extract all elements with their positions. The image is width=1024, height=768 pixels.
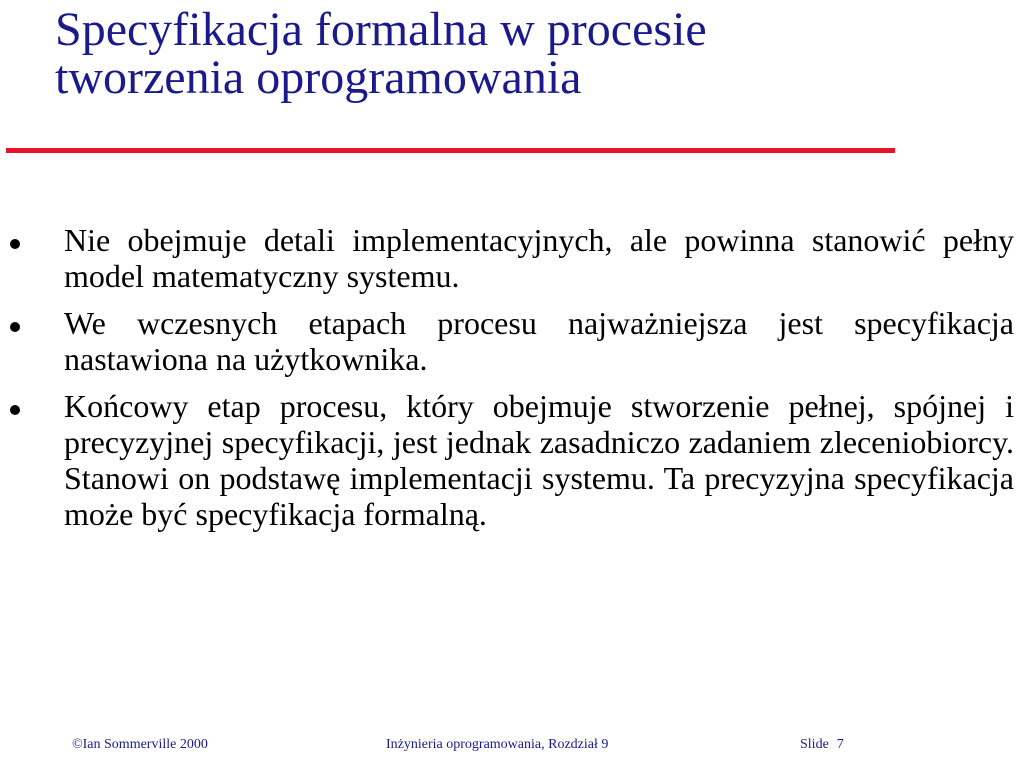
footer-slide-indicator	[800, 737, 844, 753]
bullet-item	[6, 305, 1014, 377]
bullet-text: Nie obejmuje detali implementacyjnych, ale powinna stanowić pełny model matematyczny systemu.	[64, 222, 1014, 294]
bullet-list	[6, 222, 1014, 543]
footer-copyright: ©Ian Sommerville 2000	[72, 737, 208, 752]
bullet-item	[6, 388, 1014, 532]
bullet-dot-icon	[10, 239, 20, 249]
bullet-text: We wczesnych etapach procesu najważniejsza jest specyfikacja nastawiona na użytkownika.	[64, 305, 1014, 377]
slide-label: Slide	[800, 737, 829, 752]
slide-title	[55, 3, 955, 104]
title-underline-rule	[6, 148, 895, 153]
bullet-item	[6, 222, 1014, 294]
bullet-text: Końcowy etap procesu, który obejmuje stworzenie pełnej, spójnej i precyzyjnej specyfikacji, jest jednak zasadniczo zadaniem zleceniobiorcy. Stanowi on podstawę implementacji systemu. Ta precyzyjna specyfikacja może być specyfikacja formalną.	[64, 388, 1014, 532]
slide-number: 7	[836, 737, 844, 752]
bullet-dot-icon	[10, 322, 20, 332]
slide-title-line-1: Specyfikacja formalna w procesie	[55, 3, 707, 56]
bullet-dot-icon	[10, 405, 20, 415]
slide-title-line-2: tworzenia oprogramowania	[55, 51, 582, 104]
footer-course-title: Inżynieria oprogramowania, Rozdział 9	[386, 737, 609, 752]
